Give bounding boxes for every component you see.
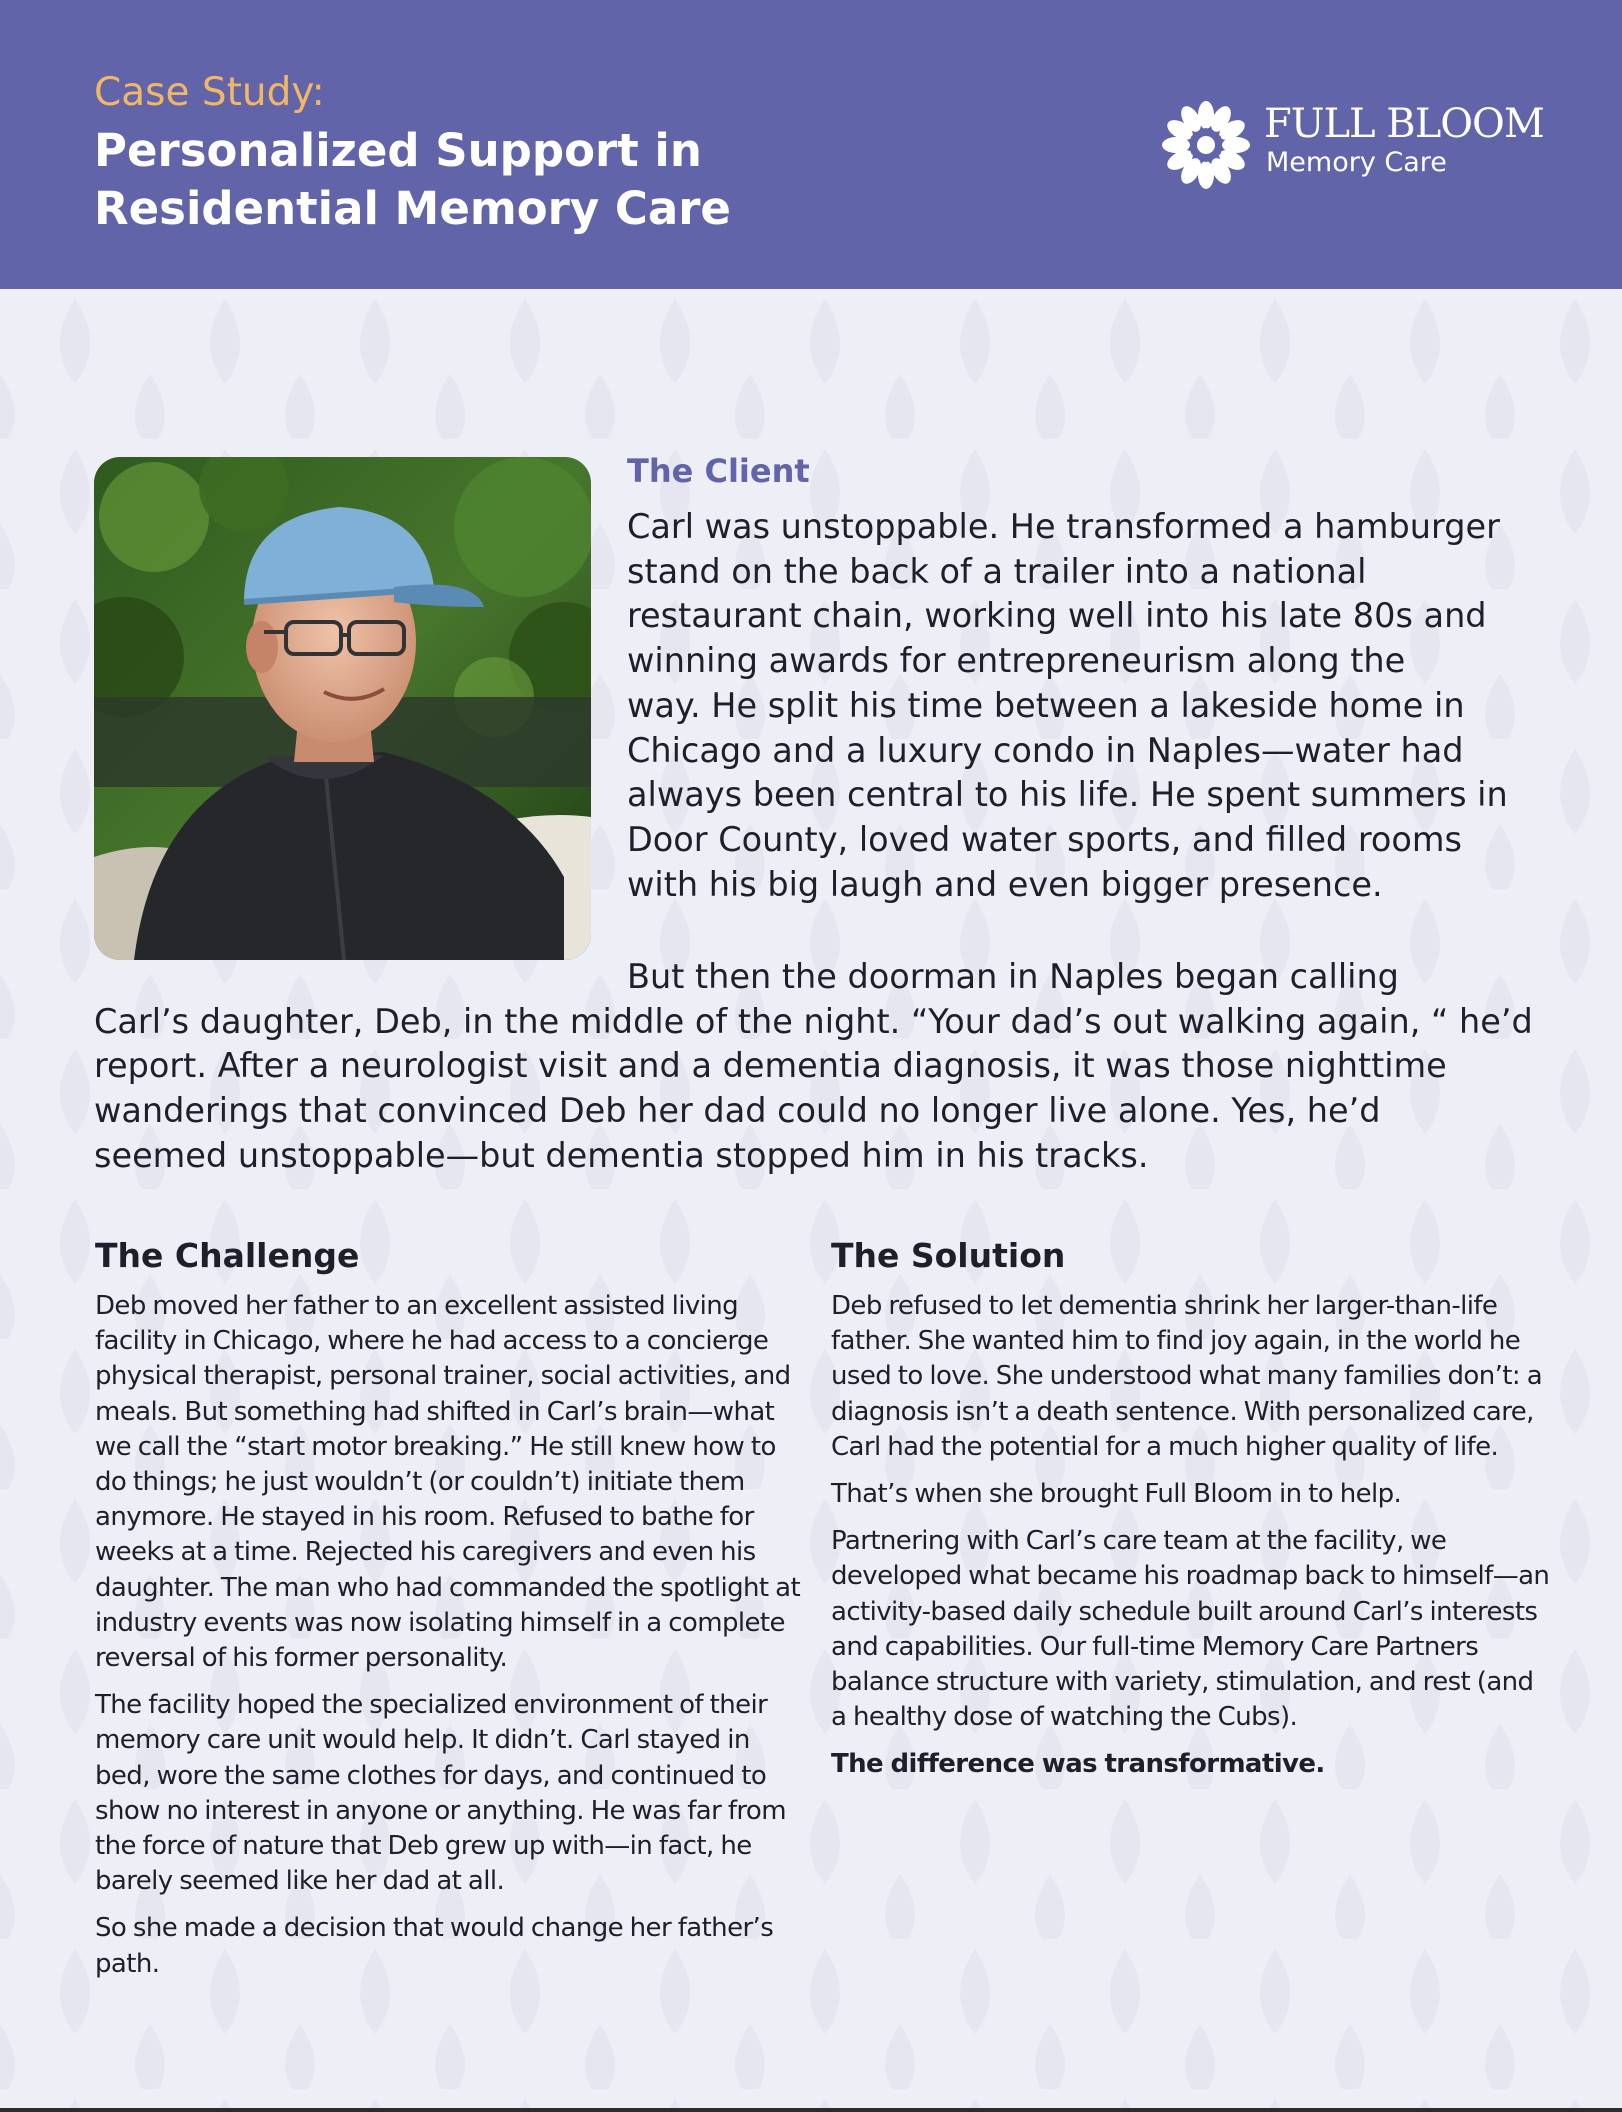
logo-tagline: Memory Care (1266, 147, 1447, 178)
continuation-line: But then the doorman in Naples began calling (627, 957, 1399, 996)
client-line: with his big laugh and even bigger presence. (627, 864, 1383, 904)
client-line: way. He split his time between a lakeside home in (627, 685, 1465, 725)
solution-conclusion: The difference was transformative. (831, 1749, 1325, 1780)
challenge-paragraph: So she made a decision that would change her father’s path. (95, 1913, 774, 1979)
flower-icon (1156, 95, 1256, 195)
solution-section (831, 1236, 1551, 1795)
full-bloom-logo (1156, 95, 1544, 195)
solution-paragraph: Deb refused to let dementia shrink her larger-than-life father. She wanted him to find joy again, in the world he used to love. She understood what many families don’t: a diagnosis isn’t a death sentence. With personalized care, Carl had the potential for a much higher quality of life. (831, 1291, 1543, 1462)
challenge-heading: The Challenge (95, 1236, 360, 1275)
footer-rule (0, 2108, 1622, 2112)
solution-paragraph: Partnering with Carl’s care team at the facility, we developed what became his roadmap back to himself—an activity-based daily schedule built around Carl’s interests and capabilities. Our full-time Memory Care Partners balance structure with variety, stimulation, and rest (and a healthy dose of watching the Cubs). (831, 1526, 1550, 1733)
solution-heading: The Solution (831, 1236, 1066, 1275)
client-line: Door County, loved water sports, and filled rooms (627, 819, 1462, 859)
challenge-paragraph: The facility hoped the specialized environment of their memory care unit would help. It didn’t. Carl stayed in bed, wore the same clothes for days, and continued to show no interest in anyone or anything. He was far from the force of nature that Deb grew up with—in fact, he barely seemed like her dad at all. (95, 1690, 786, 1897)
client-line: winning awards for entrepreneurism along the (627, 641, 1406, 681)
logo-wordmark: FULL BLOOM (1264, 101, 1544, 147)
page-title: Personalized Support in Residential Memory Care (94, 124, 731, 235)
challenge-paragraph: Deb moved her father to an excellent assisted living facility in Chicago, where he had access to a concierge physical therapist, personal trainer, social activities, and meals. But something had shifted in Carl’s brain—what we call the “start motor breaking.” He still knew how to do things; he just wouldn’t (or couldn’t) initiate them anymore. He stayed in his room. Refused to bathe for weeks at a time. Rejected his caregivers and even his daughter. The man who had commanded the spotlight at industry events was now isolating himself in a complete reversal of his former personality. (95, 1291, 801, 1674)
continuation-line: report. After a neurologist visit and a dementia diagnosis, it was those nighttime (94, 1046, 1447, 1086)
continuation-line: seemed unstoppable—but dementia stopped him in his tracks. (94, 1135, 1149, 1175)
client-line: restaurant chain, working well into his late 80s and (627, 596, 1487, 636)
client-line: always been central to his life. He spent summers in (627, 775, 1508, 815)
client-paragraph (627, 505, 1517, 907)
case-study-kicker: Case Study: (94, 70, 325, 115)
client-line: stand on the back of a trailer into a national (627, 551, 1367, 591)
continuation-line: wanderings that convinced Deb her dad could no longer live alone. Yes, he’d (94, 1091, 1381, 1131)
header-banner (0, 0, 1622, 289)
continuation-line: Carl’s daughter, Deb, in the middle of the night. “Your dad’s out walking again, “ he’d (94, 1001, 1533, 1041)
solution-paragraph: That’s when she brought Full Bloom in to help. (831, 1479, 1402, 1510)
client-line: Carl was unstoppable. He transformed a hamburger (627, 507, 1500, 546)
challenge-section (95, 1236, 810, 1994)
client-portrait-photo (94, 457, 591, 960)
client-line: Chicago and a luxury condo in Naples—water had (627, 730, 1464, 770)
client-continuation (94, 955, 1544, 1179)
client-heading: The Client (627, 452, 810, 490)
